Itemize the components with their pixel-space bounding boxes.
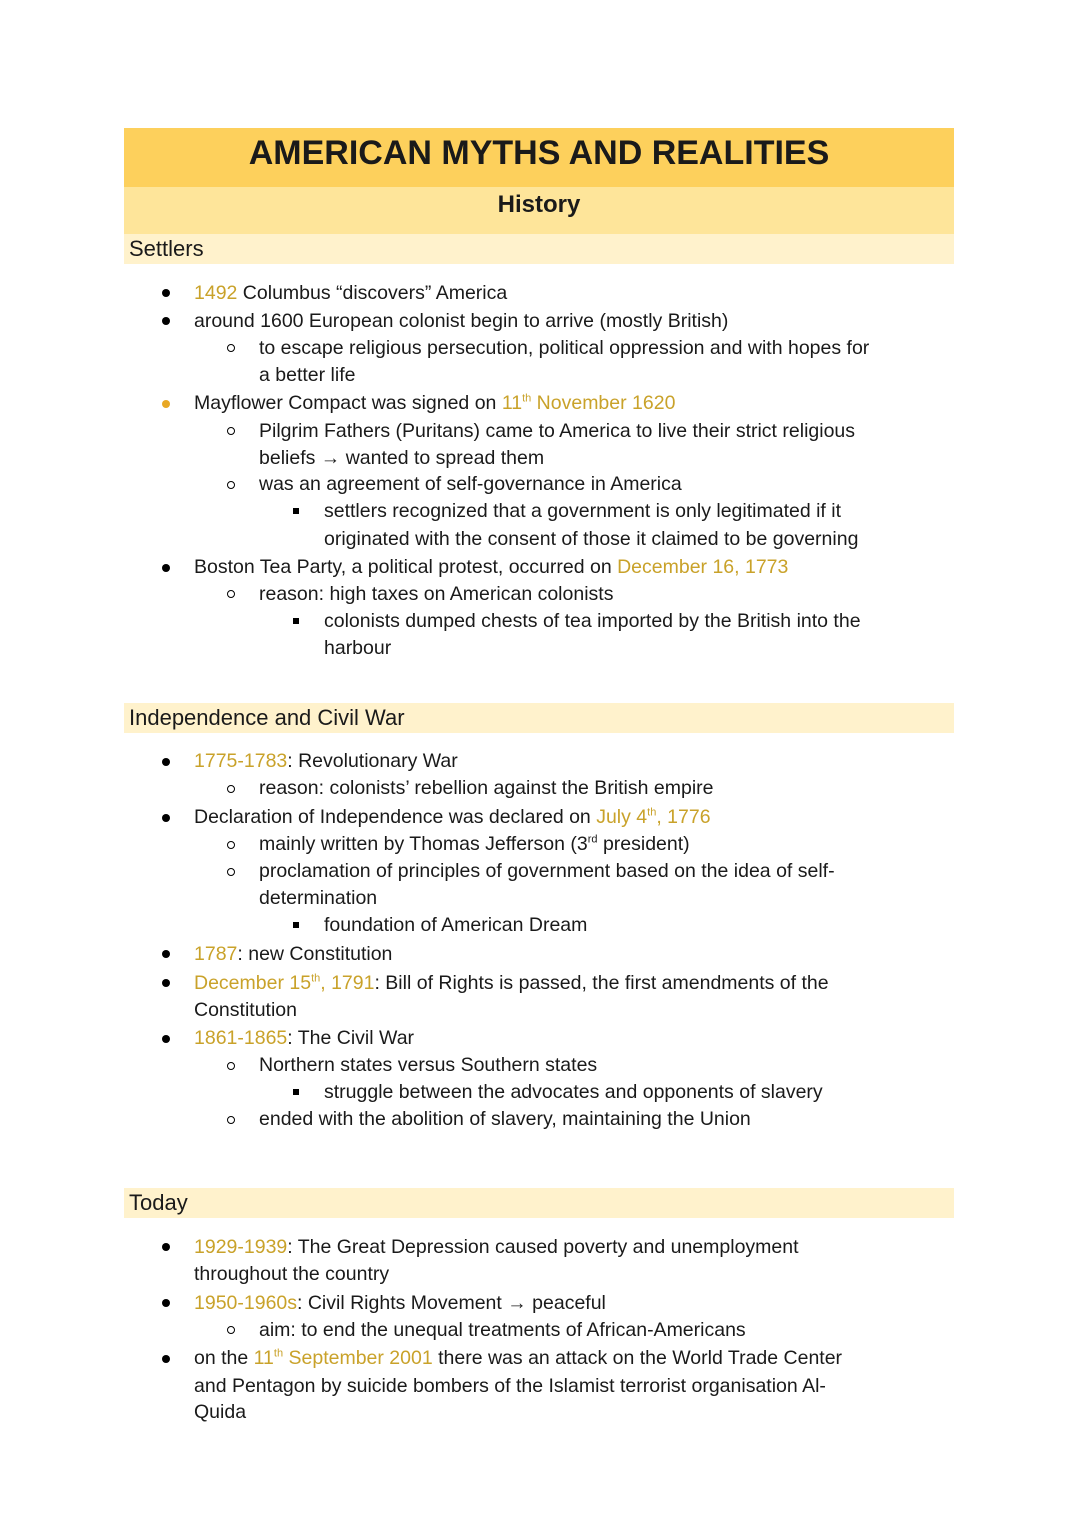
list-item-continuation: Constitution (194, 999, 297, 1021)
list-item: settlers recognized that a government is only legitimated if it (324, 500, 842, 522)
list-item: to escape religious persecution, political oppression and with hopes for (259, 337, 870, 359)
circle-bullet-icon (227, 481, 235, 489)
list-item: Mayflower Compact was signed on 11th November 1620 (194, 392, 676, 414)
circle-bullet-icon (227, 1116, 235, 1124)
list-item: aim: to end the unequal treatments of African-Americans (259, 1319, 746, 1341)
list-item: Boston Tea Party, a political protest, occurred on December 16, 1773 (194, 556, 789, 578)
list-item-continuation: a better life (259, 364, 356, 386)
list-item: 1861-1865: The Civil War (194, 1027, 415, 1049)
bullet-icon (162, 950, 170, 958)
square-bullet-icon (293, 922, 299, 928)
list-item: 1950-1960s: Civil Rights Movement → peaceful (194, 1292, 606, 1314)
bullet-icon (162, 814, 170, 822)
list-item: Northern states versus Southern states (259, 1054, 598, 1076)
square-bullet-icon (293, 508, 299, 514)
bullet-icon (162, 289, 170, 297)
list-item: reason: colonists’ rebellion against the British empire (259, 777, 714, 799)
circle-bullet-icon (227, 344, 235, 352)
bullet-icon (162, 979, 170, 987)
list-item: 1775-1783: Revolutionary War (194, 750, 458, 772)
list-item: colonists dumped chests of tea imported by the British into the (324, 610, 861, 632)
circle-bullet-icon (227, 868, 235, 876)
circle-bullet-icon (227, 590, 235, 598)
list-item: Pilgrim Fathers (Puritans) came to America to live their strict religious (259, 420, 856, 442)
list-item: struggle between the advocates and opponents of slavery (324, 1081, 823, 1103)
list-item: 1929-1939: The Great Depression caused poverty and unemployment (194, 1236, 799, 1258)
page-subtitle: History (497, 191, 581, 218)
bullet-icon (162, 758, 170, 766)
list-item-continuation: determination (259, 887, 378, 909)
list-item: was an agreement of self-governance in America (259, 473, 682, 495)
section-heading-independence: Independence and Civil War (124, 703, 954, 733)
list-item-continuation: beliefs → wanted to spread them (259, 447, 545, 469)
circle-bullet-icon (227, 785, 235, 793)
list-item-continuation: Quida (194, 1401, 247, 1423)
bullet-icon (162, 1299, 170, 1307)
list-item: on the 11th September 2001 there was an attack on the World Trade Center (194, 1347, 843, 1369)
list-item-continuation: and Pentagon by suicide bombers of the Islamist terrorist organisation Al- (194, 1375, 826, 1397)
bullet-icon (162, 400, 170, 408)
bullet-icon (162, 317, 170, 325)
section-heading-today: Today (124, 1188, 954, 1218)
list-item: foundation of American Dream (324, 914, 588, 936)
list-item: reason: high taxes on American colonists (259, 583, 614, 605)
list-item-continuation: harbour (324, 637, 392, 659)
bullet-icon (162, 564, 170, 572)
bullet-icon (162, 1035, 170, 1043)
section-heading-settlers: Settlers (124, 234, 954, 264)
list-item: proclamation of principles of government based on the idea of self- (259, 860, 835, 882)
list-item-continuation: throughout the country (194, 1263, 390, 1285)
square-bullet-icon (293, 1089, 299, 1095)
list-item: mainly written by Thomas Jefferson (3rd president) (259, 833, 690, 855)
list-item: around 1600 European colonist begin to arrive (mostly British) (194, 310, 729, 332)
circle-bullet-icon (227, 1326, 235, 1334)
page-title: AMERICAN MYTHS AND REALITIES (248, 134, 830, 172)
bullet-icon (162, 1243, 170, 1251)
list-item: 1787: new Constitution (194, 943, 393, 965)
list-item-continuation: originated with the consent of those it claimed to be governing (324, 528, 859, 550)
circle-bullet-icon (227, 841, 235, 849)
list-item: 1492 Columbus “discovers” America (194, 282, 508, 304)
bullet-icon (162, 1355, 170, 1363)
list-item: December 15th, 1791: Bill of Rights is passed, the first amendments of the (194, 972, 829, 994)
square-bullet-icon (293, 618, 299, 624)
circle-bullet-icon (227, 1062, 235, 1070)
list-item: ended with the abolition of slavery, maintaining the Union (259, 1108, 751, 1130)
circle-bullet-icon (227, 427, 235, 435)
list-item: Declaration of Independence was declared on July 4th, 1776 (194, 806, 711, 828)
